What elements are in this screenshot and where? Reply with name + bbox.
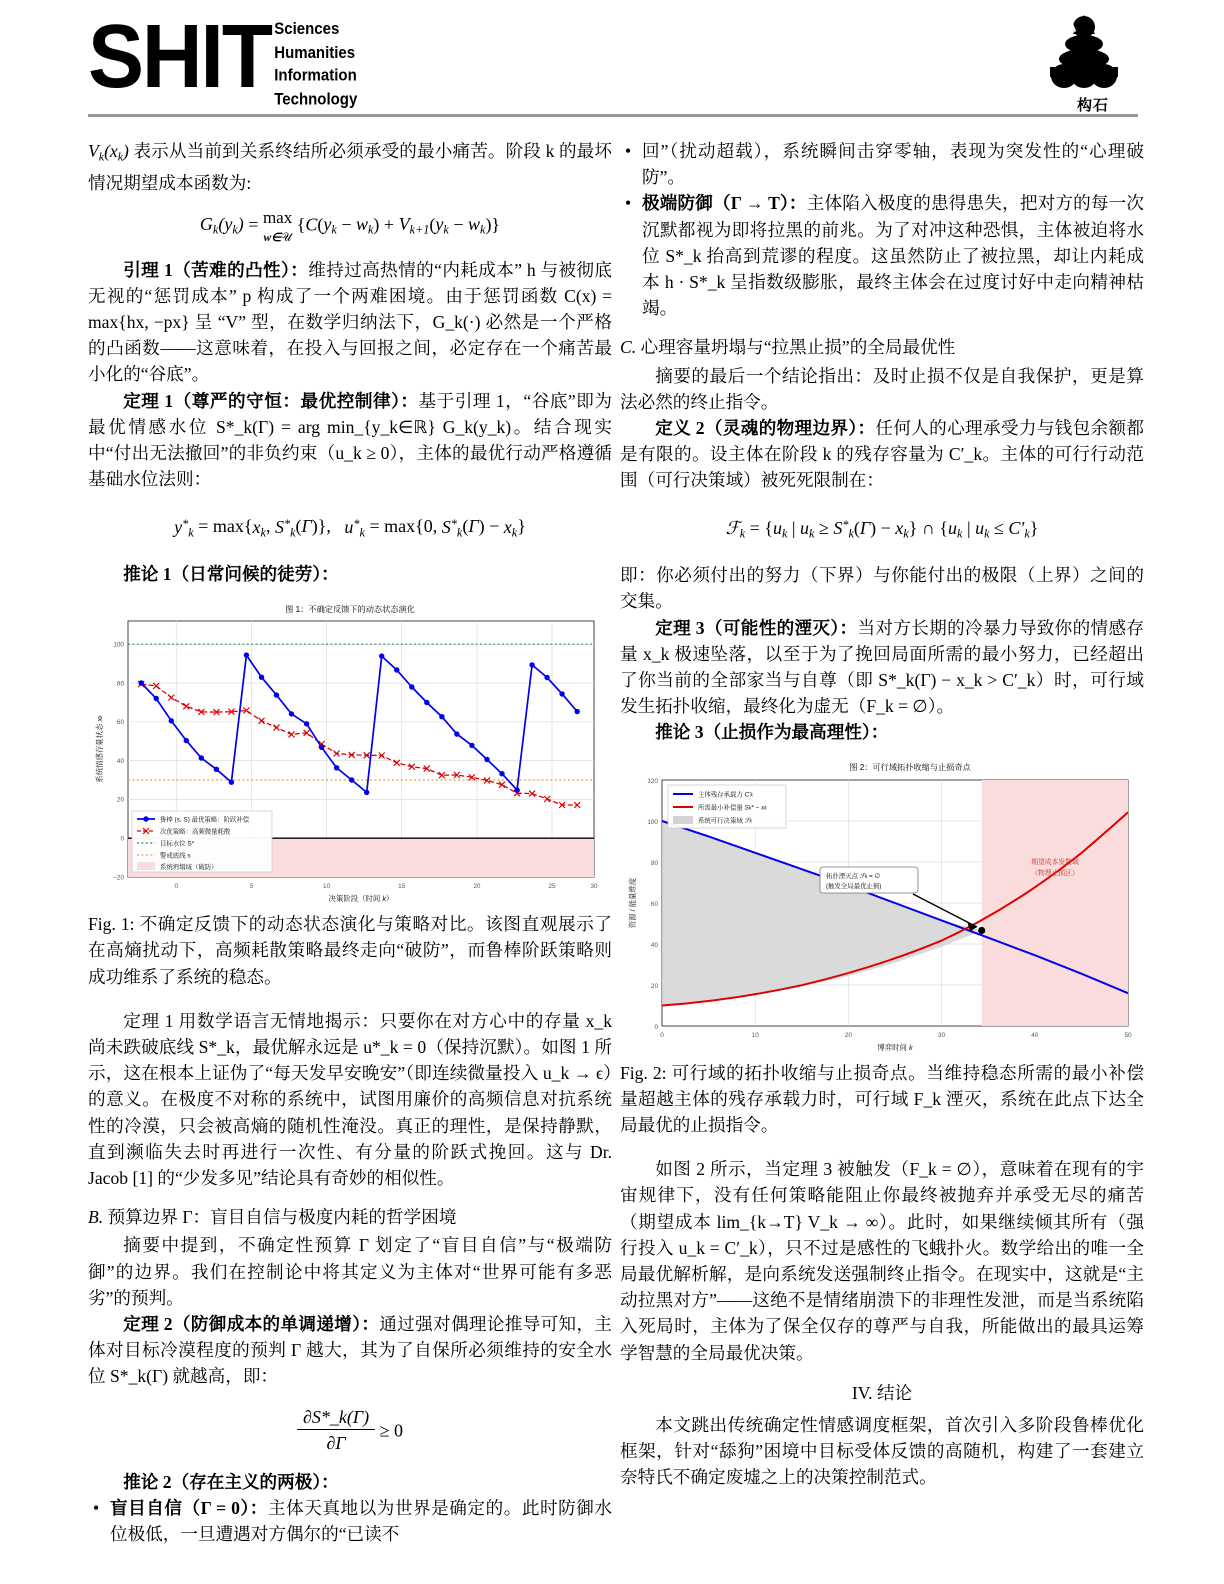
- section-b-title: 预算边界 Γ：盲目自信与极度内耗的哲学困境: [107, 1207, 457, 1228]
- figure-1-caption-label: Fig. 1:: [88, 914, 135, 935]
- paragraph-abstract-conclusion: 摘要的最后一个结论指出：及时止损不仅是自我保护，更是算法必然的终止指令。: [620, 365, 1144, 412]
- figure-2-legend-item-2: 所需最小补偿量 Sk* − xk: [698, 804, 767, 812]
- svg-text:60: 60: [116, 719, 124, 727]
- svg-text:5: 5: [249, 883, 254, 891]
- right-column: [620, 138, 1144, 1491]
- theorem-2-title: 定理 2（防御成本的单调递增）：: [123, 1313, 380, 1334]
- corollary-2-title: 推论 2（存在主义的两极）：: [123, 1471, 339, 1492]
- section-c-label: C.: [620, 337, 637, 358]
- svg-text:0: 0: [654, 1023, 658, 1031]
- figure-2-legend: [668, 785, 786, 828]
- masthead-divider: [88, 114, 1138, 117]
- theorem-1-body: 基于引理 1，“谷底”即为最优情感水位 S*_k(Γ) = arg min_{y_k∈ℝ} G_k(y_k)。结合现实中“付出无法撤回”的非负约束（u_k ≥ 0），主体的最优行动严格遵循基础水位法则：: [88, 390, 612, 490]
- svg-text:20: 20: [844, 1031, 852, 1039]
- logo-expansion-line-3: Information: [274, 66, 357, 85]
- figure-1-legend-item-5: 系统坍塌域（破防）: [160, 864, 218, 872]
- svg-text:10: 10: [323, 883, 331, 891]
- svg-text:0: 0: [174, 883, 179, 891]
- figure-2-region-label-line-1: 期望成本发散域: [1031, 858, 1079, 866]
- corollary-1: [88, 561, 612, 587]
- corollary-3: [620, 719, 1144, 745]
- section-iv-title: 结论: [876, 1382, 913, 1403]
- equation-denominator: ∂Γ: [326, 1433, 346, 1454]
- figure-2-annihilation-point: [978, 927, 985, 934]
- publisher-mark: [1048, 14, 1138, 115]
- figure-1-legend-item-3: 目标水位 S*: [160, 840, 195, 848]
- equation-feasible-set: ℱ$_k$ = {$u_k$ | $u_k \ge S^*_k(\Gamma) - x_k$} ∩ {$u_k$ | $u_k \le C'_k$}: [725, 517, 1039, 541]
- svg-text:80: 80: [650, 859, 658, 867]
- svg-text:80: 80: [116, 680, 124, 688]
- section-b-heading: [88, 1204, 612, 1230]
- figure-2-caption-label: Fig. 2:: [620, 1062, 667, 1083]
- svg-text:60: 60: [650, 900, 658, 908]
- figure-2-region-label-line-2: （物理止损区）: [1031, 869, 1079, 877]
- figure-2-annotation-line-2: (触发全局最优止损): [826, 882, 882, 890]
- section-c-title: 心理容量坍塌与“拉黑止损”的全局最优性: [640, 337, 956, 358]
- stacked-stones-icon: [1048, 14, 1120, 92]
- svg-text:100: 100: [113, 641, 124, 649]
- theorem-2-body: 通过强对偶理论推导可知，主体对目标冷漠程度的预判 Γ 越大，其为了自保所必须维持的安全水位 S*_k(Γ) 就越高，即：: [88, 1313, 612, 1387]
- definition-2: [620, 415, 1144, 494]
- theorem-2: [88, 1311, 612, 1390]
- svg-text:0: 0: [660, 1031, 664, 1039]
- figure-2-chart: [620, 754, 1144, 1054]
- svg-text:120: 120: [647, 777, 658, 785]
- paragraph-theorem-1-discussion: 定理 1 用数学语言无情地揭示：只要你在对方心中的存量 x_k 尚未跌破底线 S*_k，最优解永远是 u*_k = 0（保持沉默）。如图 1 所示，这在根本上证伪了“每天发早安晚安”（即连续微量投入 u_k → ϵ）的意义。在极度不对称的系统中，试图用廉价的高频信息对抗系统性的冷漠，只会被高熵的随机性淹没。真正的理性，是保持静默，直到濒临失去时再进行一次性、有分量的阶跃式挽回。这与 Dr. Jacob [1] 的“少发多见”结论具有奇妙的相似性。: [88, 1010, 612, 1188]
- figure-1-chart: [88, 595, 612, 905]
- svg-text:25: 25: [548, 883, 556, 891]
- svg-text:20: 20: [650, 982, 658, 990]
- section-iv-label: IV.: [851, 1382, 873, 1403]
- bullet-blind-confidence-body: 主体天真地以为世界是确定的。此时防御水位极低，一旦遭遇对方偶尔的“已读不: [110, 1497, 612, 1544]
- publisher-mark-label: 构石: [1076, 97, 1109, 114]
- svg-text:40: 40: [650, 941, 658, 949]
- paragraph-feasible-explanation: 即：你必须付出的努力（下界）与你能付出的极限（上界）之间的交集。: [620, 565, 1144, 612]
- svg-text:100: 100: [647, 818, 658, 826]
- inline-math-vk: $V_k(x_k)$: [88, 141, 129, 164]
- paragraph-value-function-text: 表示从当前到关系终结所必须承受的最小痛苦。阶段 k 的最坏情况期望成本函数为:: [88, 141, 612, 193]
- figure-1-x-axis-label: 决策阶段（时间 k）: [328, 894, 394, 904]
- figure-1-title: 图 1：不确定反馈下的动态状态演化: [285, 605, 415, 615]
- equation-relation: ≥ 0: [379, 1420, 403, 1441]
- equation-optimal-policy: $y^*_k = \max\{x_k$, $S^*_k(\Gamma)$}, $u^*_k = \max\{0$, $S^*_k(\Gamma) - x_k$}: [174, 516, 526, 539]
- figure-1-legend-item-1: 鲁棒 (s, S) 最优策略：阶跃补偿: [160, 816, 250, 824]
- section-c-heading: [620, 334, 1144, 360]
- theorem-1-title: 定理 1（尊严的守恒：最优控制律）：: [123, 390, 419, 411]
- equation-monotone-defense: [88, 1406, 612, 1455]
- bullet-extreme-defense-body: 主体陷入极度的患得患失，把对方的每一次沉默都视为即将拉黑的前兆。为了对冲这种恐惧，主体被迫将水位 S*_k 抬高到荒谬的程度。这虽然防止了被拉黑，却让内耗成本 h · S*_k 呈指数级膨胀，最终主体会在过度讨好中走向精神枯竭。: [642, 193, 1144, 319]
- svg-text:30: 30: [938, 1031, 946, 1039]
- figure-2-title: 图 2：可行域拓扑收缩与止损奇点: [849, 762, 971, 772]
- definition-2-body: 任何人的心理承受力与钱包余额都是有限的。设主体在阶段 k 的残存容量为 C′_k。主体的可行行动范围（可行决策域）被死死限制在：: [620, 418, 1144, 491]
- svg-text:−20: −20: [113, 874, 124, 882]
- corollary-2-bullets-continued: [620, 138, 1144, 321]
- figure-2-caption-text: 可行域的拓扑收缩与止损奇点。当维持稳态所需的最小补偿量超越主体的残存承载力时，可行域 F_k 湮灭，系统在此点下达全局最优的止损指令。: [620, 1062, 1144, 1136]
- logo-expansion-line-2: Humanities: [274, 43, 356, 62]
- figure-2: [620, 754, 1144, 1054]
- corollary-3-title: 推论 3（止损作为最高理性）：: [655, 722, 889, 743]
- corollary-1-title: 推论 1（日常问候的徒劳）：: [123, 563, 339, 584]
- figure-1: [88, 595, 612, 905]
- figure-1-caption-text: 不确定反馈下的动态状态演化与策略对比。该图直观展示了在高熵扰动下，高频耗散策略最终走向“破防”，而鲁棒阶跃策略则成功维系了系统的稳态。: [88, 914, 612, 987]
- figure-2-legend-item-3: 系统可行决策域 ℱk: [698, 817, 753, 825]
- bullet-blind-confidence-title: 盲目自信（Γ = 0）：: [110, 1497, 268, 1518]
- svg-text:40: 40: [116, 758, 124, 766]
- bullet-blind-confidence-continued-text: 回”（扰动超载），系统瞬间击穿零轴，表现为突发性的“心理破防”。: [642, 141, 1144, 188]
- svg-text:15: 15: [398, 883, 406, 891]
- lemma-1-body: 维持过高热情的“内耗成本” h 与被彻底无视的“惩罚成本” p 构成了一个两难困境。由于惩罚函数 C(x) = max{hx, −px} 呈 “V” 型，在数学归纳法下，G_k(·) 必然是一个严格的凸函数——这意味着，在投入与回报之间，必定存在一个痛苦最小化的“谷底”。: [88, 259, 612, 385]
- svg-text:20: 20: [116, 796, 124, 804]
- equation-gk: $G_k(y_k) = \max$ w∈𝒰 $\{C(y_k - w_k) + V_{k+1}(y_k - w_k)\}$: [199, 207, 501, 244]
- logo-expansion-line-4: Technology: [274, 89, 358, 109]
- bullet-blind-confidence-continued: [642, 138, 1144, 190]
- paragraph-value-function: [88, 138, 612, 196]
- theorem-3: [620, 615, 1144, 720]
- figure-1-legend: [132, 811, 272, 872]
- equation-numerator: ∂S*_k(Γ): [297, 1406, 375, 1431]
- bullet-blind-confidence: [110, 1495, 612, 1547]
- bullet-extreme-defense: [642, 190, 1144, 321]
- figure-1-legend-item-2: 次优策略：高频微量耗散: [160, 828, 231, 836]
- section-iv-heading: [620, 1380, 1144, 1406]
- masthead: [88, 6, 1138, 116]
- figure-2-legend-item-1: 主体残存承载力 C′k: [698, 791, 753, 799]
- theorem-1: [88, 388, 612, 493]
- paragraph-theorem-3-discussion: 如图 2 所示，当定理 3 被触发（F_k = ∅），意味着在现有的宇宙规律下，没有任何策略能阻止你最终被抛弃并承受无尽的痛苦（期望成本 lim_{k→T} V_k → ∞）。此时，如果继续倾其所有（强行投入 u_k = C′_k），只不过是感性的飞蛾扑火。数学给出的唯一全局最优解析解，是向系统发送强制终止指令。在现实中，这就是“主动拉黑对方”——这绝不是情绪崩溃下的非理性发泄，而是当系统陷入死局时，主体为了保全仅存的尊严与自我，所能做出的最具运筹学智慧的全局最优决策。: [620, 1159, 1144, 1363]
- svg-text:50: 50: [1124, 1031, 1132, 1039]
- definition-2-title: 定义 2（灵魂的物理边界）：: [655, 418, 876, 439]
- paragraph-conclusion: 本文跳出传统确定性情感调度框架，首次引入多阶段鲁棒优化框架，针对“舔狗”困境中目标受体反馈的高随机，构建了一套建立奈特氏不确定废墟之上的决策控制范式。: [620, 1415, 1144, 1488]
- paragraph-budget-boundary: 摘要中提到，不确定性预算 Γ 划定了“盲目自信”与“极端防御”的边界。我们在控制论中将其定义为主体对“世界可能有多恶劣”的预判。: [88, 1235, 612, 1308]
- figure-2-x-axis-label: 博弈时间 k: [877, 1042, 913, 1052]
- svg-text:20: 20: [473, 883, 481, 891]
- logo-expansion-line-1: Sciences: [274, 20, 340, 39]
- figure-1-legend-item-4: 警戒底线 s: [160, 852, 191, 860]
- corollary-2: [88, 1469, 612, 1495]
- bullet-extreme-defense-title: 极端防御（Γ → T）：: [642, 193, 807, 214]
- section-b-label: B.: [88, 1207, 104, 1228]
- figure-2-y-axis-label: 资源 / 能量维度: [628, 877, 637, 928]
- lemma-1-title: 引理 1（苦难的凸性）：: [123, 259, 309, 280]
- figure-1-caption: [88, 911, 612, 990]
- journal-logo: [88, 6, 358, 109]
- logo-wordmark: SHIT: [88, 6, 271, 106]
- figure-1-y-axis-label: 系统情感存量状态 xk: [95, 715, 104, 783]
- left-column: [88, 138, 612, 1547]
- logo-expansion: [274, 18, 357, 111]
- lemma-1: [88, 257, 612, 388]
- figure-2-divergence-region: [982, 780, 1128, 1026]
- corollary-2-bullets: [88, 1495, 612, 1547]
- svg-text:40: 40: [1031, 1031, 1039, 1039]
- figure-2-annotation-line-1: 拓扑湮灭点 ℱk = ∅: [826, 872, 881, 880]
- svg-text:0: 0: [120, 835, 124, 843]
- svg-text:10: 10: [751, 1031, 759, 1039]
- figure-2-caption: [620, 1060, 1144, 1139]
- theorem-3-body: 当对方长期的冷暴力导致你的情感存量 x_k 极速坠落，以至于为了挽回局面所需的最小努力，已经超出了你当前的全部家当与自尊（即 S*_k(Γ) − x_k > C′_k）时，可行域发生拓扑收缩，最终化为虚无（F_k = ∅）。: [620, 617, 1144, 717]
- theorem-3-title: 定理 3（可能性的湮灭）：: [655, 617, 858, 638]
- svg-text:30: 30: [590, 883, 598, 891]
